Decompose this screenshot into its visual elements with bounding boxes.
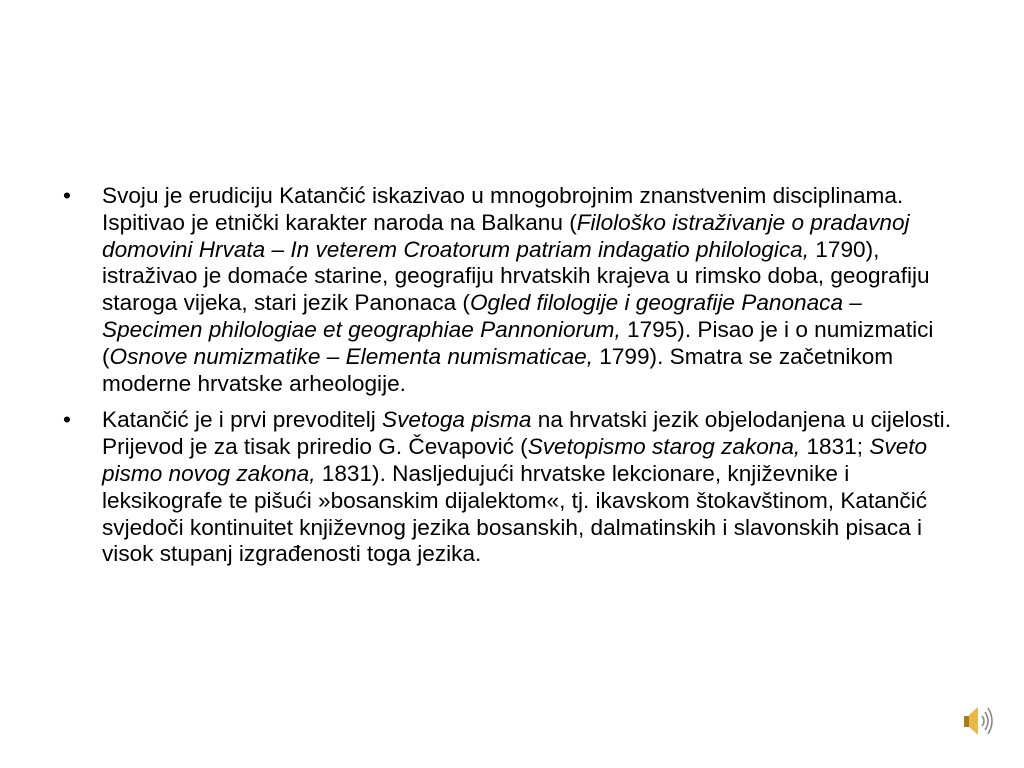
text-segment: Katančić je i prvi prevoditelj [102,407,383,433]
text-segment: na hrvatski jezik objelodanjena u cijelosti. Prijevod je za tisak priredio G. Čevapović ( [102,407,951,460]
text-segment-italic: Svetopismo starog zakona, [527,434,801,460]
bullet-item-translation [62,407,964,568]
speaker-icon[interactable] [960,703,996,739]
text-segment: Svoju je erudiciju Katančić iskazivao u mnogobrojnim znanstvenim disciplinama. Ispitivao je etnički karakter naroda na Balkanu ( [102,183,904,235]
text-segment-italic: Ogled filologije i geografije Panonaca – Specimen philologiae et geographiae Pannoniorum, [102,290,862,342]
text-segment: 1790), istraživao je domaće starine, geografiju hrvatskih krajeva u rimsko doba, geografiju staroga vijeka, stari jezik Panonaca ( [102,236,930,316]
bullet-marker: • [63,407,71,433]
bullet-list [62,183,964,568]
sound-wave-middle [985,712,988,730]
text-segment-italic: Filološko istraživanje o pradavnoj domovini Hrvata – In veterem Croatorum patriam indagatio philologica, [102,209,910,262]
bullet-marker: • [63,183,71,208]
text-segment-italic: Sveto pismo novog zakona, [102,434,928,486]
slide-body [62,183,964,578]
sound-wave-inner [982,716,984,726]
text-segment: 1799). Smatra se začetnikom moderne hrvatske arheologije. [102,343,894,396]
text-segment: 1831). Nasljedujući hrvatske lekcionare, književnike i leksikografe te pišući »bosanskim dijalektom«, tj. ikavskom štokavštinom, Katančić svjedoči kontinuitet književnog jezika bosanskih, dalmatinskih i slavonskih pisaca i visok stupanj izgrađenosti toga jezika. [102,460,928,567]
text-segment-italic: Svetoga pisma [382,407,532,433]
text-segment: 1831; [800,434,870,460]
text-segment-italic: Osnove numizmatike – Elementa numismaticae, [109,343,593,369]
text-segment: 1795). Pisao je i o numizmatici ( [102,316,934,369]
bullet-item-erudition [62,183,964,397]
